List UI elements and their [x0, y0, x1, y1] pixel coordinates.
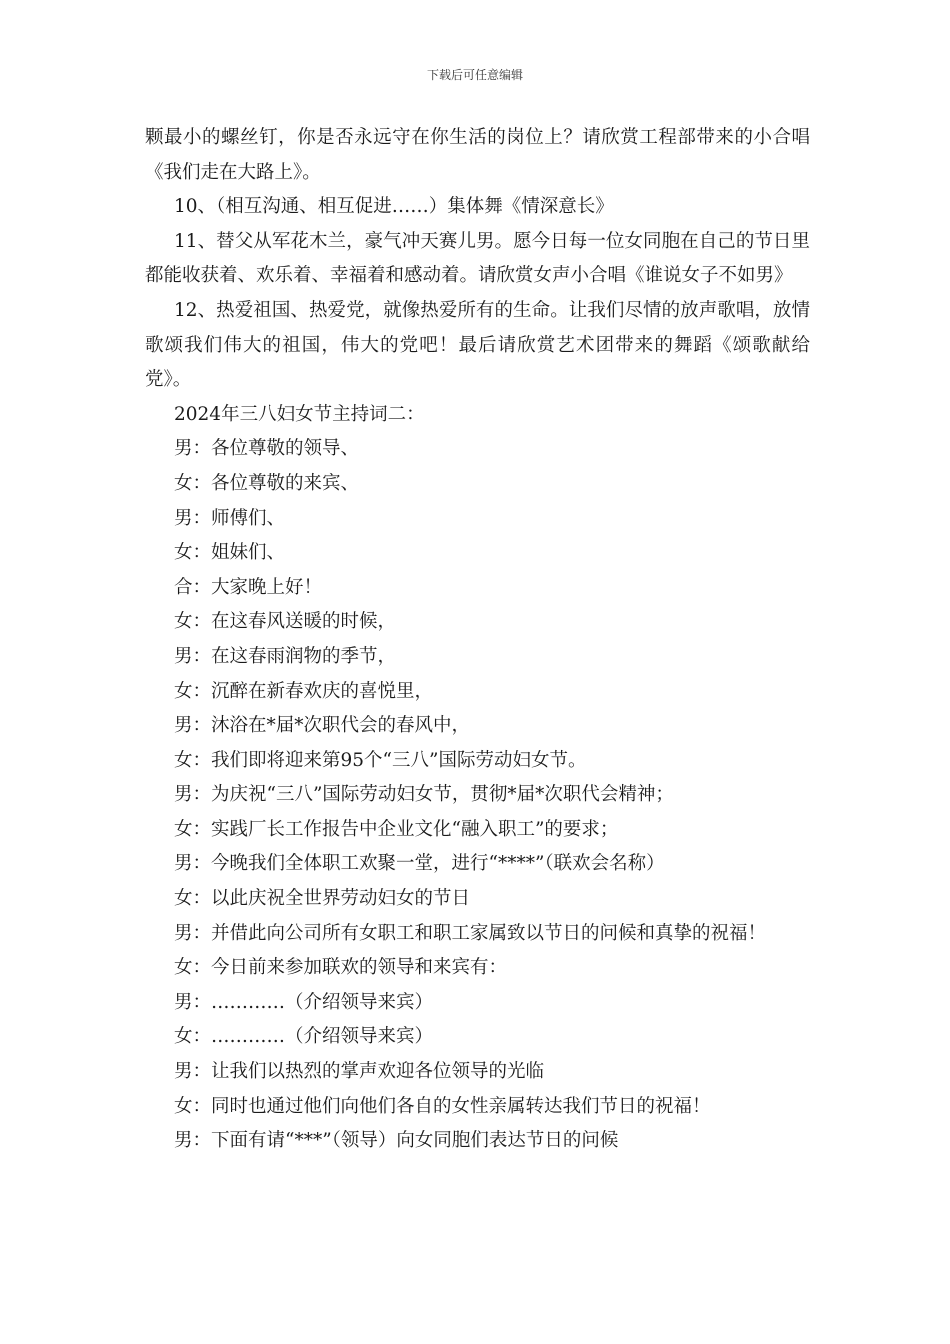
dialogue-line: 女：同时也通过他们向他们各自的女性亲属转达我们节日的祝福！: [174, 1095, 711, 1117]
paragraph: 12、热爱祖国、热爱党，就像热爱所有的生命。让我们尽情的放声歌唱，放情歌颂我们伟大的祖国，伟大的党吧！最后请欣赏艺术团带来的舞蹈《颂歌献给党》。: [145, 299, 810, 391]
dialogue-line: 男：并借此向公司所有女职工和职工家属致以节日的问候和真挚的祝福！: [174, 922, 767, 944]
dialogue-line: 男：今晚我们全体职工欢聚一堂，进行“****”（联欢会名称）: [174, 853, 665, 875]
dialogue-line: 女：今日前来参加联欢的领导和来宾有：: [174, 957, 508, 979]
dialogue-line: 男：沐浴在*届*次职代会的春风中，: [174, 715, 471, 737]
paragraph: 11、替父从军花木兰，豪气冲天赛儿男。愿今日每一位女同胞在自己的节日里都能收获着、欢乐着、幸福着和感动着。请欣赏女声小合唱《谁说女子不如男》: [145, 230, 810, 287]
dialogue-line: 男：师傅们、: [174, 507, 286, 529]
dialogue-line: 男：下面有请“***”（领导）向女同胞们表达节日的问候: [174, 1130, 619, 1152]
dialogue-line: 女：沉醉在新春欢庆的喜悦里，: [174, 680, 434, 702]
dialogue-line: 女：我们即将迎来第95个“三八”国际劳动妇女节。: [174, 749, 587, 771]
section-heading: 2024年三八妇女节主持词二：: [174, 403, 425, 425]
paragraph: 10、（相互沟通、相互促进……）集体舞《情深意长》: [174, 196, 614, 218]
dialogue-line: 女：各位尊敬的来宾、: [174, 472, 360, 494]
document-body: [145, 121, 810, 1159]
paragraph: 颗最小的螺丝钉，你是否永远守在你生活的岗位上？请欣赏工程部带来的小合唱《我们走在大路上》。: [145, 127, 810, 183]
dialogue-line: 男：各位尊敬的领导、: [174, 438, 360, 460]
dialogue-line: 女：姐妹们、: [174, 542, 286, 564]
dialogue-line: 女：在这春风送暖的时候，: [174, 611, 397, 633]
dialogue-line: 男：…………（介绍领导来宾）: [174, 991, 434, 1013]
page-header: 下载后可任意编辑: [426, 68, 523, 82]
dialogue-line: 女：以此庆祝全世界劳动妇女的节日: [174, 888, 471, 910]
dialogue-line: 女：实践厂长工作报告中企业文化“融入职工”的要求；: [174, 818, 619, 840]
dialogue-line: 男：在这春雨润物的季节，: [174, 645, 397, 667]
dialogue-line: 男：为庆祝“三八”国际劳动妇女节，贯彻*届*次职代会精神；: [174, 784, 674, 806]
dialogue-line: 合：大家晚上好！: [174, 576, 323, 598]
dialogue-line: 男：让我们以热烈的掌声欢迎各位领导的光临: [174, 1061, 545, 1083]
dialogue-line: 女：…………（介绍领导来宾）: [174, 1026, 434, 1048]
